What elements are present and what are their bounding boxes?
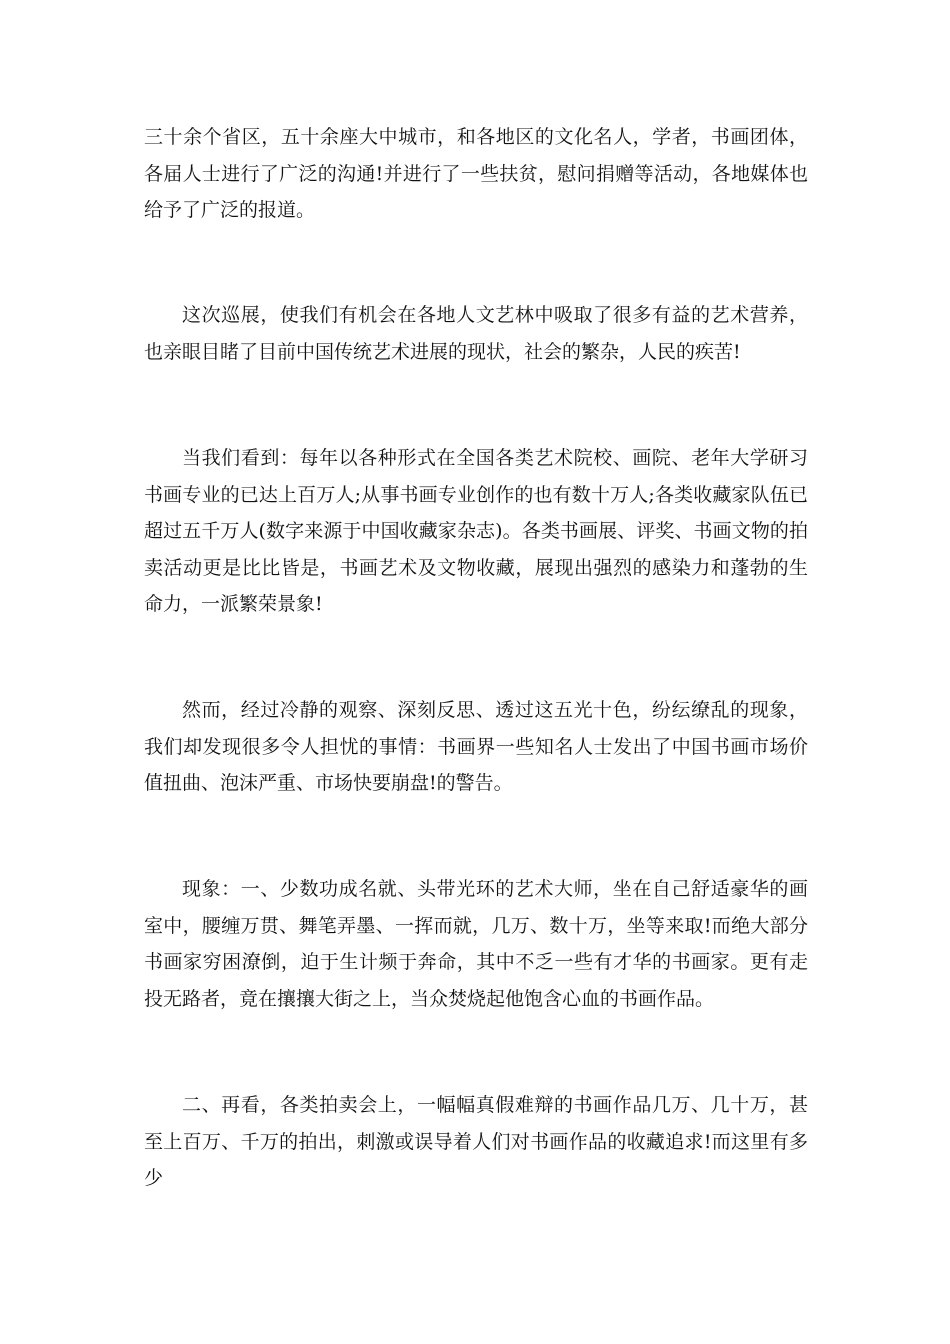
paragraph-concerns: 然而，经过冷静的观察、深刻反思、透过这五光十色，纷纭缭乱的现象，我们却发现很多令人担忧的事情：书画界一些知名人士发出了中国书画市场价值扭曲、泡沫严重、市场快要崩盘!的警告。 — [144, 699, 808, 794]
paragraph-phenomenon-one: 现象：一、少数功成名就、头带光环的艺术大师，坐在自己舒适豪华的画室中，腰缠万贯、舞笔弄墨、一挥而就，几万、数十万，坐等来取!而绝大部分书画家穷困潦倒，迫于生计频于奔命，其中不乏一些有才华的书画家。更有走投无路者，竟在攘攘大街之上，当众焚烧起他饱含心血的书画作品。 — [144, 878, 808, 1010]
paragraph-tour-experience: 这次巡展，使我们有机会在各地人文艺林中吸取了很多有益的艺术营养，也亲眼目睹了目前中国传统艺术进展的现状，社会的繁杂，人民的疾苦! — [144, 304, 808, 363]
paragraph-phenomenon-two: 二、再看，各类拍卖会上，一幅幅真假难辩的书画作品几万、几十万，甚至上百万、千万的拍出，刺激或误导着人们对书画作品的收藏追求!而这里有多少 — [144, 1094, 808, 1189]
paragraph-provinces-exchange: 三十余个省区，五十余座大中城市，和各地区的文化名人，学者，书画团体，各届人士进行了广泛的沟通!并进行了一些扶贫，慰问捐赠等活动，各地媒体也给予了广泛的报道。 — [144, 126, 808, 221]
paragraph-prosperity: 当我们看到：每年以各种形式在全国各类艺术院校、画院、老年大学研习书画专业的已达上百万人;从事书画专业创作的也有数十万人;各类收藏家队伍已超过五千万人(数字来源于中国收藏家杂志)。各类书画展、评奖、书画文物的拍卖活动更是比比皆是，书画艺术及文物收藏，展现出强烈的感染力和蓬勃的生命力，一派繁荣景象! — [144, 447, 808, 615]
